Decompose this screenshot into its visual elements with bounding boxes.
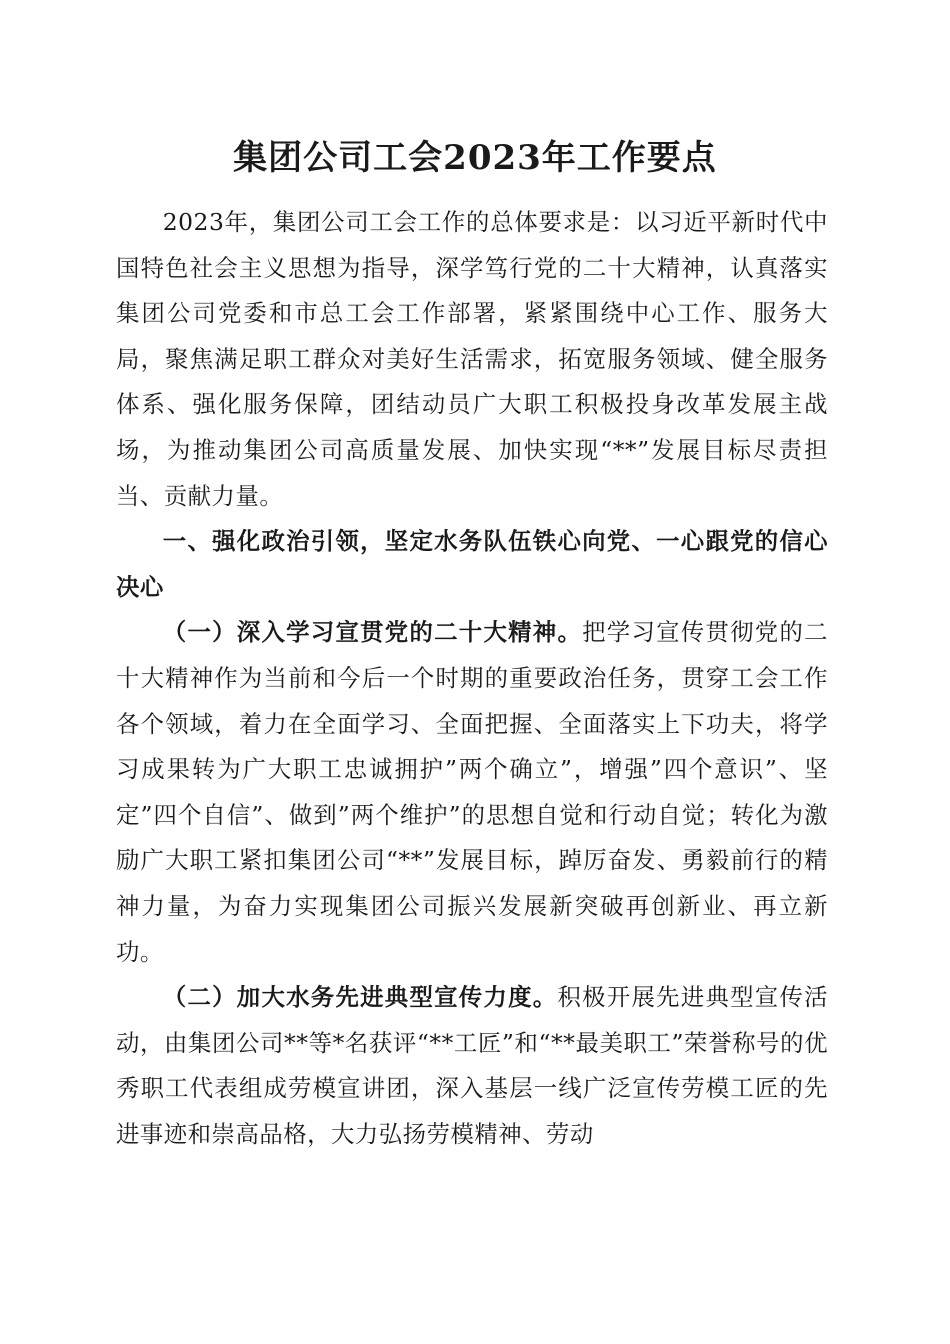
section1-item2-paragraph xyxy=(116,975,828,1157)
document-title: 集团公司工会2023年工作要点 xyxy=(233,138,717,178)
section1-item1-paragraph xyxy=(116,610,828,975)
item1-text: 把学习宣传贯彻党的二十大精神作为当前和今后一个时期的重要政治任务，贯穿工会工作各个领域，着力在全面学习、全面把握、全面落实上下功夫，将学习成果转为广大职工忠诚拥护”两个确立”，增强”四个意识”、坚定”四个自信”、做到”两个维护”的思想自觉和行动自觉；转化为激励广大职工紧扣集团公司“**”发展目标，踔厉奋发、勇毅前行的精神力量，为奋力实现集团公司振兴发展新突破再创新业、再立新功。 xyxy=(116,618,829,966)
item1-lead: （一）深入学习宣贯党的二十大精神。 xyxy=(162,618,583,647)
section-heading-1: 一、强化政治引领，坚定水务队伍铁心向党、一心跟党的信心决心 xyxy=(116,527,828,601)
intro-paragraph: 2023年，集团公司工会工作的总体要求是：以习近平新时代中国特色社会主义思想为指导，深学笃行党的二十大精神，认真落实集团公司党委和市总工会工作部署，紧紧围绕中心工作、服务大局，聚焦满足职工群众对美好生活需求，拓宽服务领域、健全服务体系、强化服务保障，团结动员广大职工积极投身改革发展主战场，为推动集团公司高质量发展、加快实现“**”发展目标尽责担当、贡献力量。 xyxy=(116,208,828,510)
item2-text: 积极开展先进典型宣传活动，由集团公司**等*名获评“**工匠”和“**最美职工”荣誉称号的优秀职工代表组成劳模宣讲团，深入基层一线广泛宣传劳模工匠的先进事迹和崇高品格，大力弘扬劳模精神、劳动 xyxy=(116,983,829,1148)
item2-lead: （二）加大水务先进典型宣传力度。 xyxy=(162,983,558,1012)
document-body xyxy=(116,200,828,1157)
